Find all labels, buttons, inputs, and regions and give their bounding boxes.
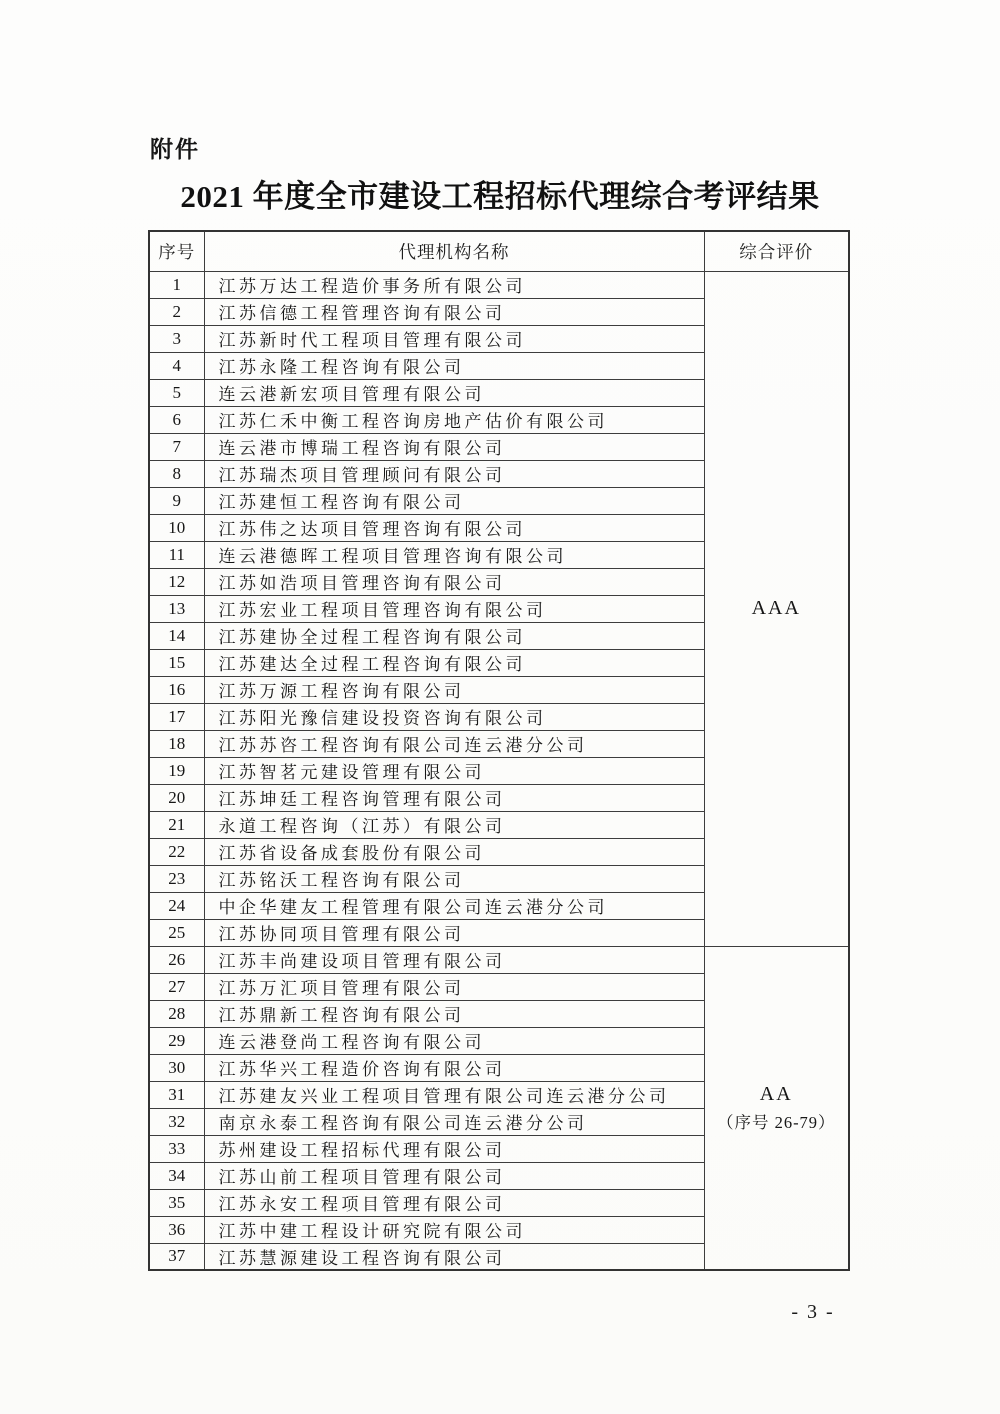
rating-note: （序号 26-79） — [716, 1113, 836, 1133]
agency-name: 江苏信德工程管理咨询有限公司 — [204, 298, 704, 325]
row-number: 17 — [149, 703, 204, 730]
agency-name: 江苏山前工程项目管理有限公司 — [204, 1162, 704, 1189]
agency-name: 江苏慧源建设工程咨询有限公司 — [204, 1243, 704, 1270]
agency-name: 江苏新时代工程项目管理有限公司 — [204, 325, 704, 352]
row-number: 20 — [149, 784, 204, 811]
header-rating: 综合评价 — [704, 231, 849, 271]
row-number: 2 — [149, 298, 204, 325]
agency-name: 江苏丰尚建设项目管理有限公司 — [204, 946, 704, 973]
row-number: 10 — [149, 514, 204, 541]
agency-name: 江苏省设备成套股份有限公司 — [204, 838, 704, 865]
row-number: 35 — [149, 1189, 204, 1216]
row-number: 18 — [149, 730, 204, 757]
row-number: 13 — [149, 595, 204, 622]
agency-name: 江苏建友兴业工程项目管理有限公司连云港分公司 — [204, 1081, 704, 1108]
row-number: 37 — [149, 1243, 204, 1270]
agency-name: 江苏瑞杰项目管理顾问有限公司 — [204, 460, 704, 487]
row-number: 5 — [149, 379, 204, 406]
row-number: 14 — [149, 622, 204, 649]
results-table-container — [148, 230, 850, 1271]
row-number: 8 — [149, 460, 204, 487]
row-number: 22 — [149, 838, 204, 865]
agency-name: 江苏万汇项目管理有限公司 — [204, 973, 704, 1000]
agency-name: 江苏中建工程设计研究院有限公司 — [204, 1216, 704, 1243]
header-row — [149, 231, 849, 271]
row-number: 36 — [149, 1216, 204, 1243]
agency-name: 中企华建友工程管理有限公司连云港分公司 — [204, 892, 704, 919]
header-agency-name: 代理机构名称 — [204, 231, 704, 271]
agency-name: 江苏智茗元建设管理有限公司 — [204, 757, 704, 784]
agency-name: 苏州建设工程招标代理有限公司 — [204, 1135, 704, 1162]
page-title: 2021 年度全市建设工程招标代理综合考评结果 — [180, 179, 820, 214]
agency-name: 江苏仁禾中衡工程咨询房地产估价有限公司 — [204, 406, 704, 433]
row-number: 23 — [149, 865, 204, 892]
row-number: 25 — [149, 919, 204, 946]
agency-name: 江苏建协全过程工程咨询有限公司 — [204, 622, 704, 649]
row-number: 29 — [149, 1027, 204, 1054]
rating-cell — [704, 271, 849, 946]
row-number: 3 — [149, 325, 204, 352]
rating-label: AAA — [751, 597, 801, 619]
agency-name: 江苏建恒工程咨询有限公司 — [204, 487, 704, 514]
table-body — [149, 271, 849, 1270]
header-no: 序号 — [149, 231, 204, 271]
row-number: 32 — [149, 1108, 204, 1135]
row-number: 19 — [149, 757, 204, 784]
row-number: 27 — [149, 973, 204, 1000]
agency-name: 江苏苏咨工程咨询有限公司连云港分公司 — [204, 730, 704, 757]
agency-name: 连云港登尚工程咨询有限公司 — [204, 1027, 704, 1054]
results-table — [148, 230, 850, 1271]
agency-name: 江苏万达工程造价事务所有限公司 — [204, 271, 704, 298]
rating-label: AA — [759, 1083, 793, 1106]
row-number: 30 — [149, 1054, 204, 1081]
row-number: 12 — [149, 568, 204, 595]
agency-name: 南京永泰工程咨询有限公司连云港分公司 — [204, 1108, 704, 1135]
row-number: 16 — [149, 676, 204, 703]
agency-name: 江苏宏业工程项目管理咨询有限公司 — [204, 595, 704, 622]
row-number: 15 — [149, 649, 204, 676]
row-number: 33 — [149, 1135, 204, 1162]
agency-name: 江苏坤廷工程咨询管理有限公司 — [204, 784, 704, 811]
row-number: 1 — [149, 271, 204, 298]
agency-name: 江苏万源工程咨询有限公司 — [204, 676, 704, 703]
agency-name: 江苏永隆工程咨询有限公司 — [204, 352, 704, 379]
agency-name: 江苏阳光豫信建设投资咨询有限公司 — [204, 703, 704, 730]
attachment-label: 附件 — [150, 136, 200, 162]
row-number: 9 — [149, 487, 204, 514]
agency-name: 江苏伟之达项目管理咨询有限公司 — [204, 514, 704, 541]
row-number: 7 — [149, 433, 204, 460]
agency-name: 江苏永安工程项目管理有限公司 — [204, 1189, 704, 1216]
rating-cell — [704, 946, 849, 1270]
table-row — [149, 946, 849, 973]
agency-name: 连云港德晖工程项目管理咨询有限公司 — [204, 541, 704, 568]
page-number: - 3 - — [791, 1301, 835, 1323]
row-number: 34 — [149, 1162, 204, 1189]
agency-name: 江苏协同项目管理有限公司 — [204, 919, 704, 946]
agency-name: 江苏华兴工程造价咨询有限公司 — [204, 1054, 704, 1081]
agency-name: 连云港市博瑞工程咨询有限公司 — [204, 433, 704, 460]
agency-name: 江苏建达全过程工程咨询有限公司 — [204, 649, 704, 676]
table-row — [149, 271, 849, 298]
row-number: 21 — [149, 811, 204, 838]
agency-name: 永道工程咨询（江苏）有限公司 — [204, 811, 704, 838]
row-number: 31 — [149, 1081, 204, 1108]
row-number: 28 — [149, 1000, 204, 1027]
agency-name: 江苏鼎新工程咨询有限公司 — [204, 1000, 704, 1027]
row-number: 6 — [149, 406, 204, 433]
table-header — [149, 231, 849, 271]
row-number: 26 — [149, 946, 204, 973]
row-number: 4 — [149, 352, 204, 379]
agency-name: 江苏如浩项目管理咨询有限公司 — [204, 568, 704, 595]
row-number: 11 — [149, 541, 204, 568]
row-number: 24 — [149, 892, 204, 919]
agency-name: 江苏铭沃工程咨询有限公司 — [204, 865, 704, 892]
agency-name: 连云港新宏项目管理有限公司 — [204, 379, 704, 406]
